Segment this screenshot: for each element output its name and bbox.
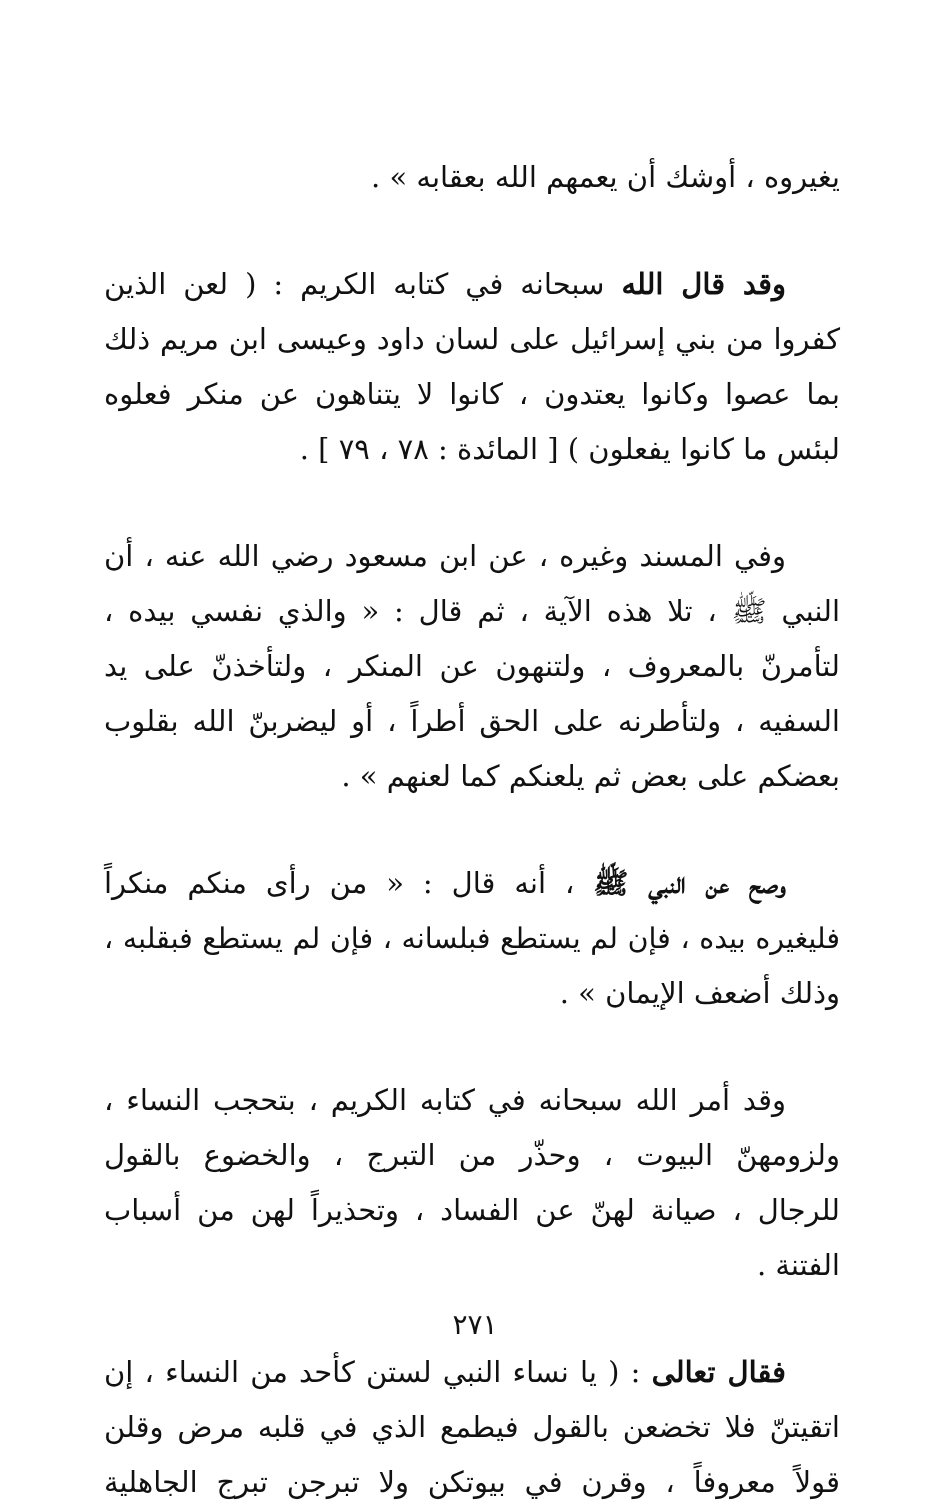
text-line [104, 312, 840, 367]
text-line [104, 1345, 840, 1400]
page-number: ٢٧١ [452, 1308, 498, 1341]
text-run: سبحانه في كتابه الكريم : ( لعن الذين [104, 267, 622, 301]
text-run: ، أنه قال : « من رأى منكم منكراً [104, 866, 594, 900]
text-line [104, 1128, 840, 1183]
text-line [104, 257, 840, 312]
text-run: فليغيره بيده ، فإن لم يستطع فبلسانه ، فإن لم يستطع فبقلبه ، [104, 922, 840, 955]
text-run: كفروا من بني إسرائيل على لسان داود وعيسى ابن مريم ذلك [104, 322, 840, 356]
text-run: الفتنة . [756, 1248, 840, 1282]
paragraph [104, 150, 840, 205]
text-line [104, 966, 840, 1021]
text-line [104, 1455, 840, 1510]
text-line [104, 1073, 840, 1128]
text-line [104, 749, 840, 804]
text-run: وفي المسند وغيره ، عن ابن مسعود رضي الله عنه ، أن [104, 539, 786, 573]
text-run: وذلك أضعف الإيمان » . [559, 976, 840, 1010]
text-line [104, 856, 840, 911]
text-run: بما عصوا وكانوا يعتدون ، كانوا لا يتناهون عن منكر فعلوه [104, 377, 840, 411]
text-line [104, 1238, 840, 1293]
bold-lead: وقد قال الله [621, 267, 787, 301]
paragraph [104, 529, 840, 804]
text-run: للرجال ، صيانة لهنّ عن الفساد ، وتحذيراً لهن من أسباب [104, 1193, 840, 1227]
bold-lead: فقال تعالى [651, 1355, 786, 1389]
text-line [104, 639, 840, 694]
text-run: وقد أمر الله سبحانه في كتابه الكريم ، بتحجب النساء ، [104, 1083, 786, 1117]
text-run: قولاً معروفاً ، وقرن في بيوتكن ولا تبرجن تبرج الجاهلية [104, 1465, 840, 1499]
text-run: السفيه ، ولتأطرنه على الحق أطراً ، أو ليضربنّ الله بقلوب [104, 704, 840, 738]
text-run: : ( يا نساء النبي لستن كأحد من النساء ، إن [104, 1355, 652, 1389]
text-line [104, 529, 840, 584]
text-line [104, 911, 840, 966]
text-line [104, 367, 840, 422]
text-line [104, 584, 840, 639]
paragraph [104, 856, 840, 1021]
text-line [104, 1400, 840, 1455]
text-run: لبئس ما كانوا يفعلون ) [ المائدة : ٧٨ ، ٧٩ ] . [299, 432, 840, 466]
text-line [104, 1183, 840, 1238]
page-body [104, 150, 840, 1499]
text-run: اتقيتنّ فلا تخضعن بالقول فيطمع الذي في قلبه مرض وقلن [104, 1410, 840, 1444]
paragraph [104, 1345, 840, 1510]
text-run: ولزومهنّ البيوت ، وحذّر من التبرج ، والخضوع بالقول [104, 1138, 840, 1172]
text-run: بعضكم على بعض ثم يلعنكم كما لعنهم » . [341, 759, 840, 793]
paragraph [104, 1073, 840, 1293]
bold-lead: وصح عن النبي ﷺ [593, 866, 786, 900]
paragraph [104, 257, 840, 477]
text-run: لتأمرنّ بالمعروف ، ولتنهون عن المنكر ، ولتأخذنّ على يد [104, 649, 840, 683]
text-line [104, 150, 840, 205]
text-line [104, 422, 840, 477]
text-run: النبي ﷺ ، تلا هذه الآية ، ثم قال : « والذي نفسي بيده ، [104, 594, 840, 628]
text-line [104, 694, 840, 749]
text-run: يغيروه ، أوشك أن يعمهم الله بعقابه » . [371, 160, 840, 194]
